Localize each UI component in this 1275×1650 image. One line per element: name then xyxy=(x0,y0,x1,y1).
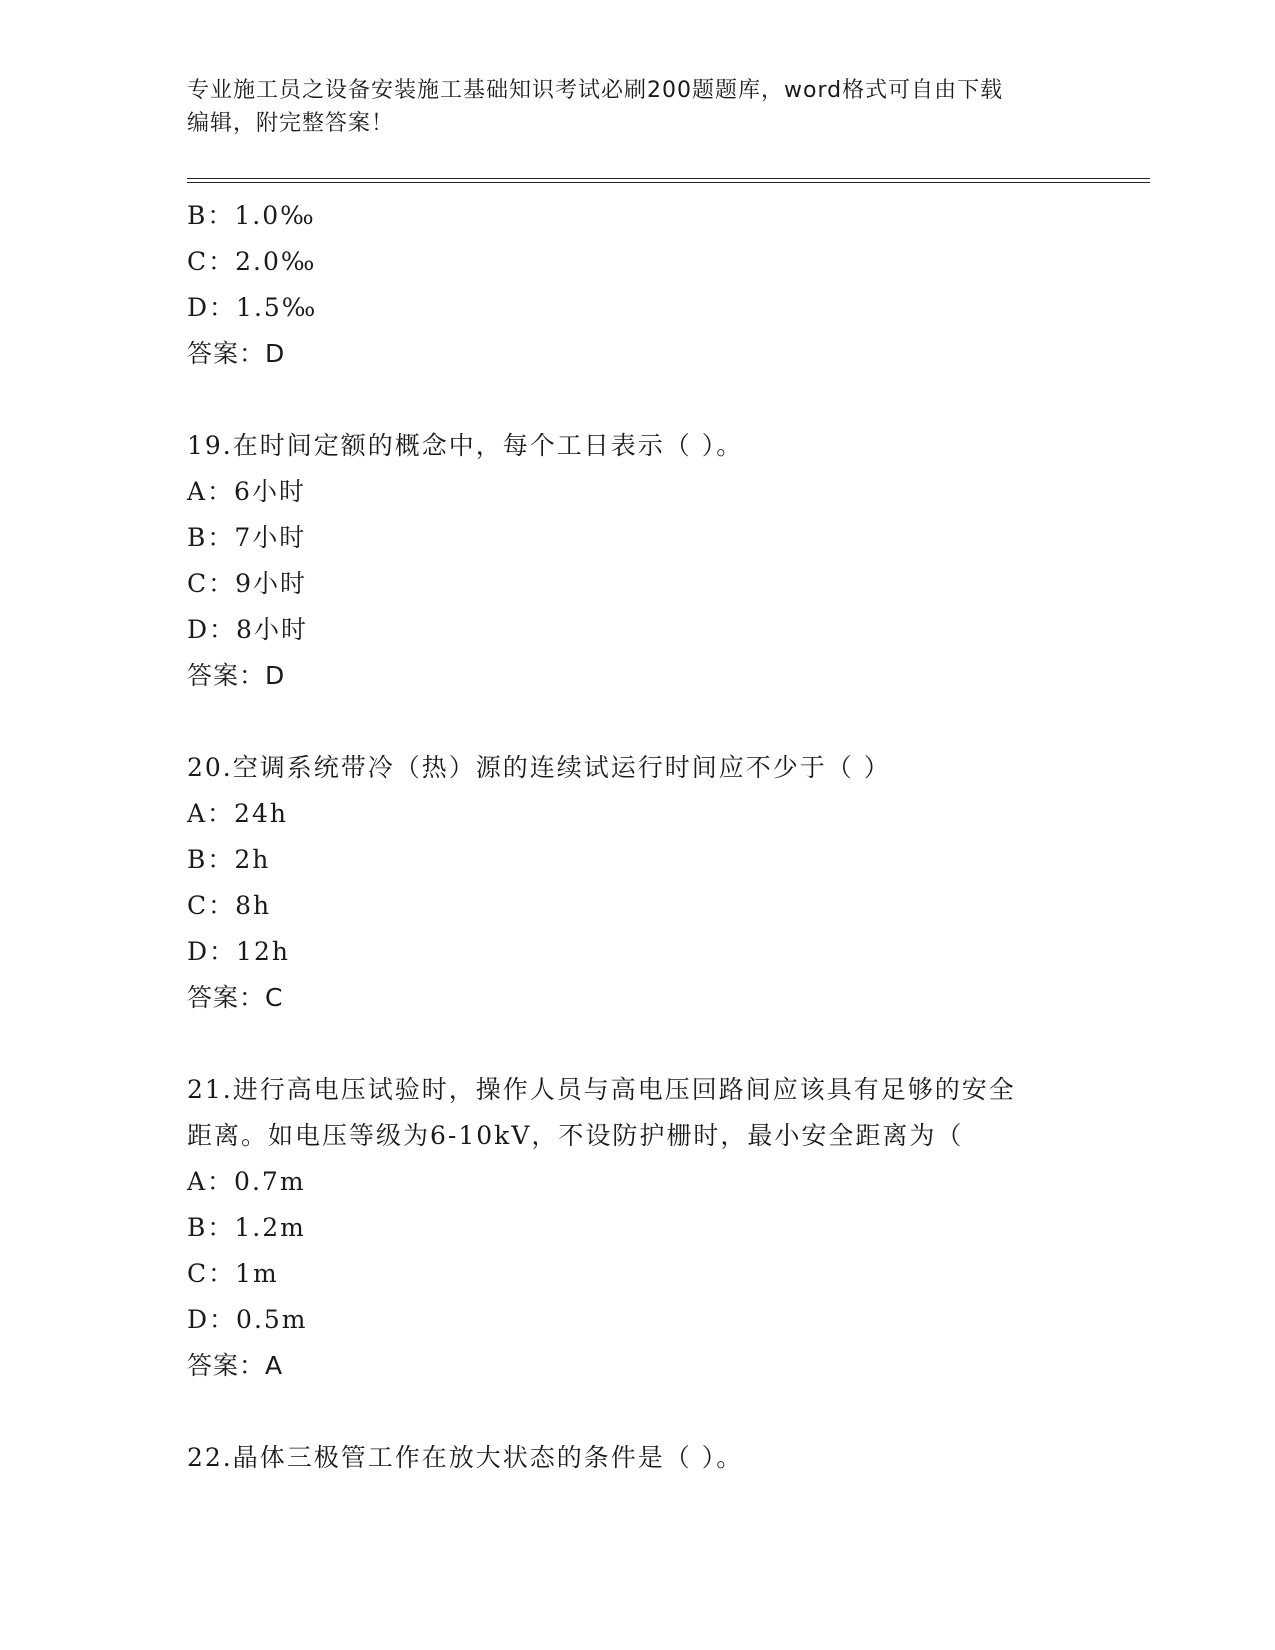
option-b: B：1.2m xyxy=(187,1213,306,1242)
question-block-19 xyxy=(187,423,1087,699)
option-a: A：24h xyxy=(187,799,288,828)
answer-line: 答案：C xyxy=(187,983,284,1012)
question-stem-line-1: 21.进行高电压试验时，操作人员与高电压回路间应该具有足够的安全 xyxy=(187,1075,1016,1104)
question-block-22 xyxy=(187,1435,1087,1481)
document-header xyxy=(187,74,1067,140)
answer-line: 答案：D xyxy=(187,339,286,368)
option-d: D：1.5‰ xyxy=(187,293,318,322)
spacer xyxy=(187,1389,1087,1435)
option-c: C：8h xyxy=(187,891,272,920)
option-b: B：7小时 xyxy=(187,523,307,552)
document-body xyxy=(187,193,1087,1481)
header-line-1: 专业施工员之设备安装施工基础知识考试必刷200题题库，word格式可自由下载 xyxy=(187,78,1004,103)
option-d: D：12h xyxy=(187,937,290,966)
option-d: D：8小时 xyxy=(187,615,308,644)
question-stem: 19.在时间定额的概念中，每个工日表示（ ）。 xyxy=(187,431,744,460)
option-c: C：9小时 xyxy=(187,569,308,598)
answer-line: 答案：D xyxy=(187,661,286,690)
header-divider-top xyxy=(187,178,1150,179)
option-a: A：6小时 xyxy=(187,477,306,506)
answer-line: 答案：A xyxy=(187,1351,284,1380)
question-stem: 22.晶体三极管工作在放大状态的条件是（ ）。 xyxy=(187,1443,744,1472)
question-stem-line-2: 距离。如电压等级为6-10kV，不设防护栅时，最小安全距离为（ xyxy=(187,1121,964,1150)
option-d: D：0.5m xyxy=(187,1305,308,1334)
header-line-2: 编辑，附完整答案！ xyxy=(187,111,395,136)
spacer xyxy=(187,699,1087,745)
option-a: A：0.7m xyxy=(187,1167,306,1196)
option-c: C：1m xyxy=(187,1259,279,1288)
question-block-18-continued xyxy=(187,193,1087,377)
spacer xyxy=(187,377,1087,423)
question-block-21 xyxy=(187,1067,1087,1389)
option-b: B：1.0‰ xyxy=(187,201,316,230)
option-b: B：2h xyxy=(187,845,271,874)
spacer xyxy=(187,1021,1087,1067)
question-block-20 xyxy=(187,745,1087,1021)
option-c: C：2.0‰ xyxy=(187,247,317,276)
header-divider-bottom xyxy=(187,182,1150,183)
question-stem: 20.空调系统带冷（热）源的连续试运行时间应不少于（ ） xyxy=(187,753,891,782)
